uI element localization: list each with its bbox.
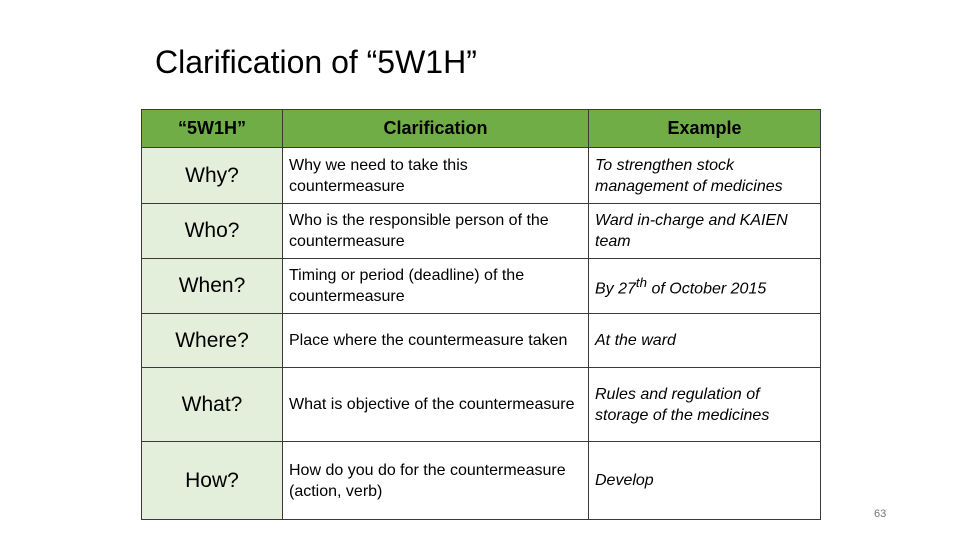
clarification-cell: Who is the responsible person of the countermeasure [283, 204, 589, 259]
question-cell: Why? [142, 148, 283, 204]
header-example: Example [589, 110, 821, 148]
example-text: of October 2015 [647, 280, 767, 298]
5w1h-table [141, 109, 821, 520]
question-cell: Where? [142, 314, 283, 368]
table-row [142, 314, 821, 368]
question-cell: Who? [142, 204, 283, 259]
table-row [142, 442, 821, 520]
example-cell: Develop [589, 442, 821, 520]
table-row [142, 148, 821, 204]
clarification-cell: Why we need to take this countermeasure [283, 148, 589, 204]
clarification-cell: How do you do for the countermeasure (action, verb) [283, 442, 589, 520]
header-clarification: Clarification [283, 110, 589, 148]
clarification-cell: Place where the countermeasure taken [283, 314, 589, 368]
page-number: 63 [874, 508, 887, 520]
table-row [142, 204, 821, 259]
question-cell: How? [142, 442, 283, 520]
clarification-cell: What is objective of the countermeasure [283, 368, 589, 442]
clarification-cell: Timing or period (deadline) of the countermeasure [283, 259, 589, 314]
table-row [142, 368, 821, 442]
example-cell [589, 259, 821, 314]
question-cell: What? [142, 368, 283, 442]
example-text: By 27 [595, 280, 636, 298]
table-header-row [142, 110, 821, 148]
example-cell: Rules and regulation of storage of the medicines [589, 368, 821, 442]
table-row [142, 259, 821, 314]
question-cell: When? [142, 259, 283, 314]
example-cell: Ward in-charge and KAIEN team [589, 204, 821, 259]
example-cell: At the ward [589, 314, 821, 368]
slide-title: Clarification of “5W1H” [155, 44, 477, 80]
ordinal-suffix: th [635, 275, 648, 291]
header-5w1h: “5W1H” [142, 110, 283, 148]
example-cell: To strengthen stock management of medicines [589, 148, 821, 204]
